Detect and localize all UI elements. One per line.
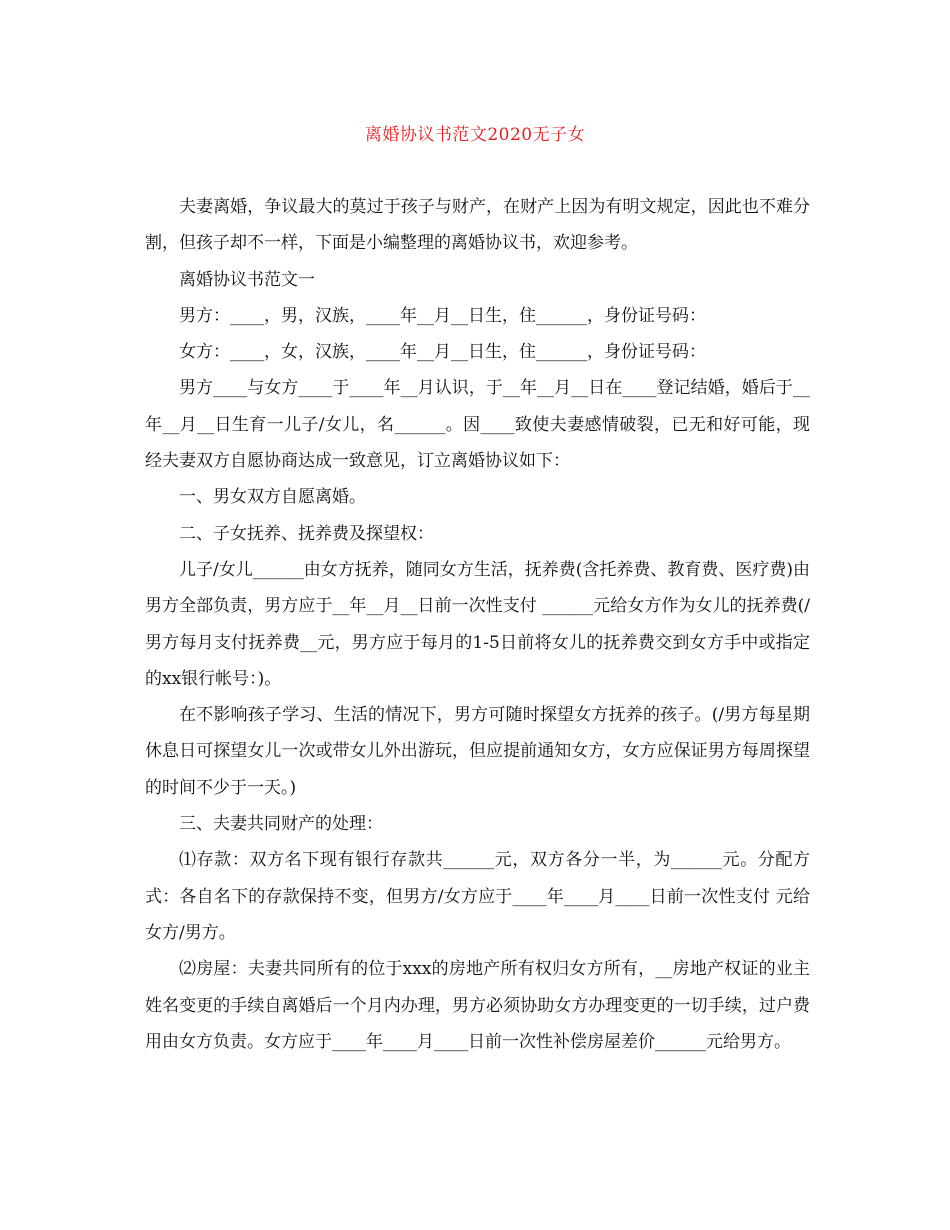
paragraph-clause-3-heading: 三、夫妻共同财产的处理： — [179, 814, 383, 835]
document-body — [145, 189, 810, 1060]
paragraph-visitation: 在不影响孩子学习、生活的情况下，男方可随时探望女方抚养的孩子。(/男方每星期休息日可探望女儿一次或带女儿外出游玩，但应提前通知女方，女方应保证男方每周探望的时间不少于一天。) — [145, 705, 810, 798]
paragraph-savings: ⑴存款：双方名下现有银行存款共______元，双方各分一半，为______元。分配方式：各自名下的存款保持不变，但男方/女方应于____年____月____日前一次性支付 元给女方/男方。 — [145, 850, 810, 943]
paragraph-husband-info: 男方：____，男，汉族，____年__月__日生，住______，身份证号码： — [179, 305, 706, 326]
paragraph-clause-2-heading: 二、子女抚养、抚养费及探望权： — [179, 523, 434, 544]
paragraph-wife-info: 女方：____，女，汉族，____年__月__日生，住______，身份证号码： — [179, 342, 706, 363]
paragraph-marriage-background: 男方____与女方____于____年__月认识，于__年__月__日在____登记结婚，婚后于__年__月__日生育一儿子/女儿，名______。因____致使夫妻感情破裂，已无和好可能，现经夫妻双方自愿协商达成一致意见，订立离婚协议如下： — [145, 378, 810, 472]
paragraph-house: ⑵房屋：夫妻共同所有的位于xxx的房地产所有权归女方所有，__房地产权证的业主姓名变更的手续自离婚后一个月内办理，男方必须协助女方办理变更的一切手续，过户费用由女方负责。女方应于____年____月____日前一次性补偿房屋差价______元给男方。 — [145, 959, 810, 1052]
paragraph-sample-heading: 离婚协议书范文一 — [179, 269, 315, 290]
paragraph-intro: 夫妻离婚，争议最大的莫过于孩子与财产，在财产上因为有明文规定，因此也不难分割，但孩子却不一样，下面是小编整理的离婚协议书，欢迎参考。 — [145, 197, 810, 254]
paragraph-clause-1: 一、男女双方自愿离婚。 — [179, 487, 366, 508]
document-title: 离婚协议书范文2020无子女 — [364, 125, 586, 145]
paragraph-child-support: 儿子/女儿______由女方抚养，随同女方生活，抚养费(含托养费、教育费、医疗费)由男方全部负责，男方应于__年__月__日前一次性支付 ______元给女方作为女儿的抚养费(/男方每月支付抚养费__元，男方应于每月的1-5日前将女儿的抚养费交到女方手中或指定的xx银行帐号：)。 — [145, 559, 810, 689]
